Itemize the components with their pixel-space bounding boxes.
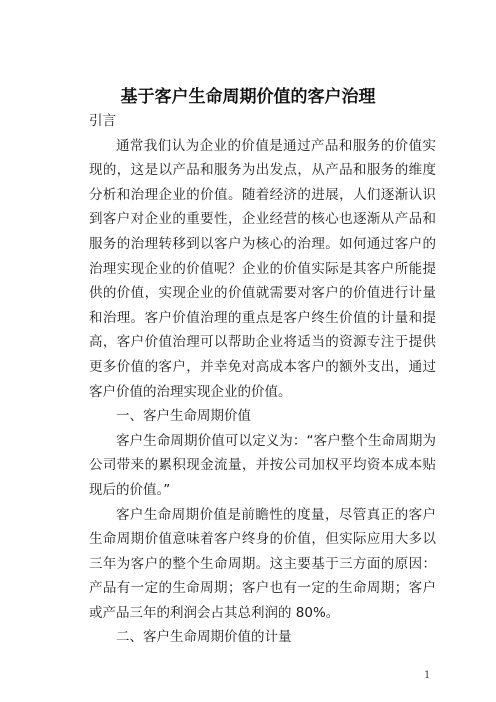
- section-heading-2: 二、客户生命周期价值的计量: [116, 629, 292, 646]
- document-title: 基于客户生命周期价值的客户治理: [120, 87, 376, 107]
- heading-introduction: 引言: [89, 113, 116, 129]
- paragraph-lifetime-measure: 客户生命周期价值是前瞻性的度量，尽管真正的客户生命周期价值意味着客户终身的价值，但实际应用大多以三年为客户的整个生命周期。这主要基于三方面的原因：产品有一定的生命周期；客户也有一定的生命周期；客户或产品三年的利润会占其总利润的 80%。: [89, 506, 436, 621]
- section-heading-1: 一、客户生命周期价值: [116, 408, 251, 425]
- paragraph-introduction: 通常我们认为企业的价值是通过产品和服务的价值实现的，这是以产品和服务为出发点，从产品和服务的维度分析和治理企业的价值。随着经济的进展，人们逐渐认识到客户对企业的重要性，企业经营的核心也逐渐从产品和服务的治理转移到以客户为核心的治理。如何通过客户的治理实现企业的价值呢？企业的价值实际是其客户所能提供的价值，实现企业的价值就需要对客户的价值进行计量和治理。客户价值治理的重点是客户终生价值的计量和提高，客户价值治理可以帮助企业将适当的资源专注于提供更多价值的客户，并幸免对高成本客户的额外支出，通过客户价值的治理实现企业的价值。: [89, 137, 436, 400]
- paragraph-definition: 客户生命周期价值可以定义为：“客户整个生命周期为公司带来的累积现金流量，并按公司加权平均资本成本贴现后的价值。”: [89, 432, 436, 498]
- page-number: 1: [424, 670, 431, 681]
- document-body: [89, 109, 436, 650]
